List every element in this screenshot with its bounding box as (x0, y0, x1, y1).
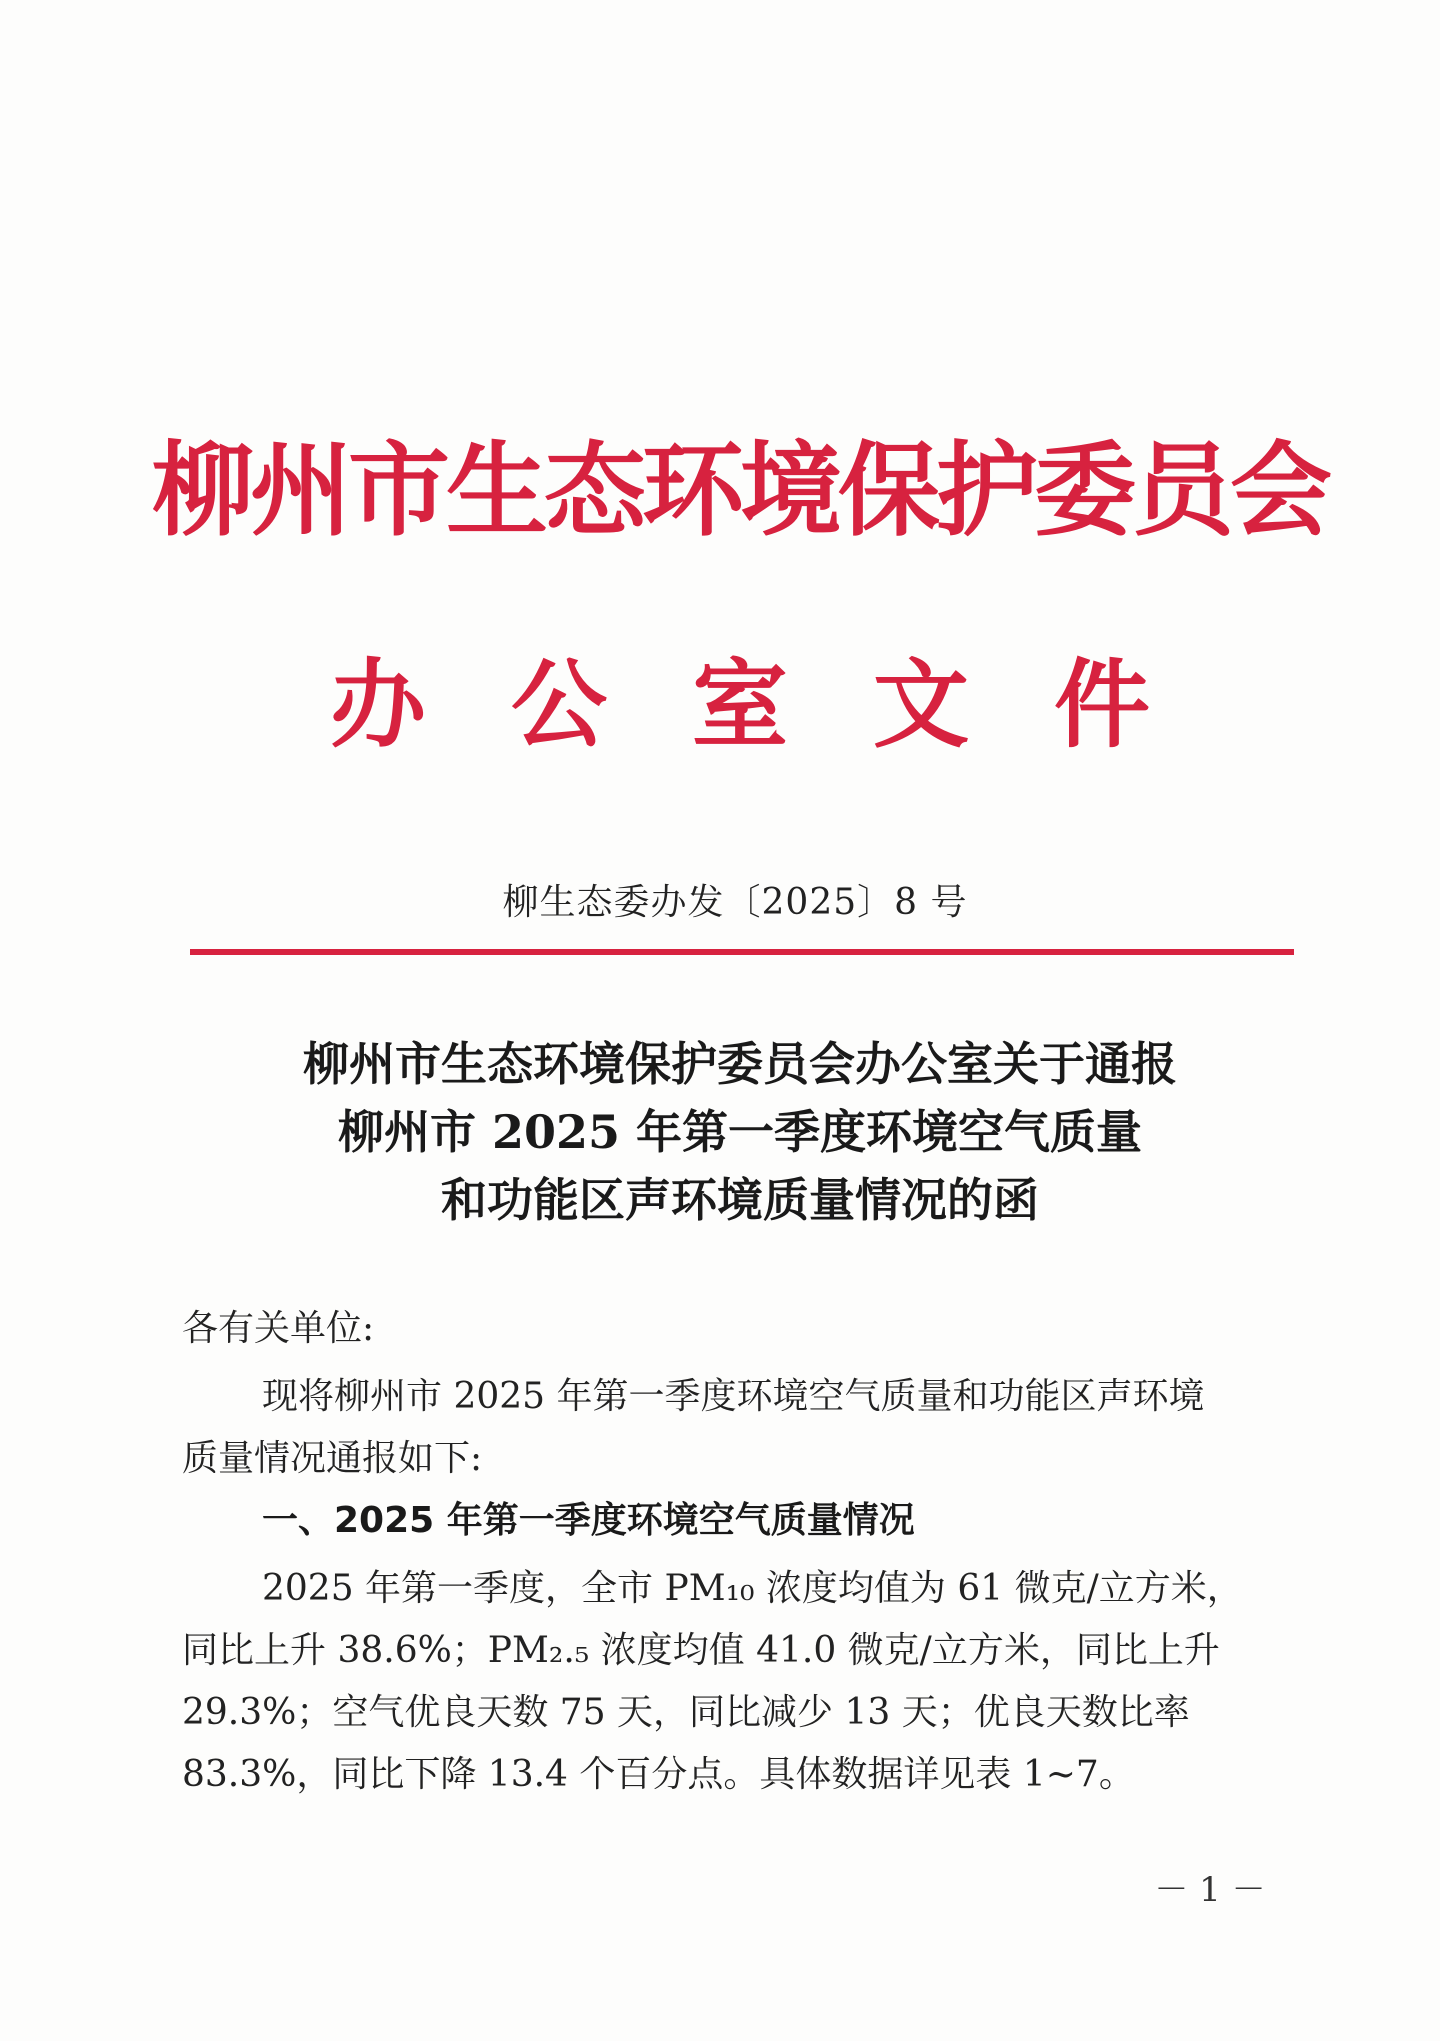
intro-line-2: 质量情况通报如下: (182, 1438, 483, 1479)
paragraph-line-4: 83.3%，同比下降 13.4 个百分点。具体数据详见表 1~7。 (182, 1754, 1135, 1795)
air-quality-paragraph (182, 1558, 1290, 1806)
document-title (150, 1030, 1330, 1234)
document-type-header: 办 公 室 文 件 (330, 649, 1150, 761)
document-number: 柳生态委办发〔2025〕8 号 (502, 882, 968, 923)
salutation: 各有关单位: (182, 1308, 375, 1349)
section-1-heading: 一、2025 年第一季度环境空气质量情况 (262, 1500, 915, 1541)
issuing-organization-header: 柳州市生态环境保护委员会 (152, 432, 1328, 551)
title-line-2: 柳州市 2025 年第一季度环境空气质量 (337, 1105, 1143, 1159)
title-line-3: 和功能区声环境质量情况的函 (441, 1173, 1039, 1227)
intro-line-1: 现将柳州市 2025 年第一季度环境空气质量和功能区声环境 (262, 1376, 1205, 1417)
page-number: － 1 － (1154, 1870, 1266, 1910)
paragraph-line-1: 2025 年第一季度，全市 PM₁₀ 浓度均值为 61 微克/立方米， (262, 1568, 1243, 1609)
title-line-1: 柳州市生态环境保护委员会办公室关于通报 (303, 1037, 1177, 1091)
intro-paragraph (182, 1366, 1290, 1490)
paragraph-line-2: 同比上升 38.6%；PM₂.₅ 浓度均值 41.0 微克/立方米，同比上升 (182, 1630, 1220, 1671)
paragraph-line-3: 29.3%；空气优良天数 75 天，同比减少 13 天；优良天数比率 (182, 1692, 1190, 1733)
red-divider-line (190, 949, 1294, 955)
